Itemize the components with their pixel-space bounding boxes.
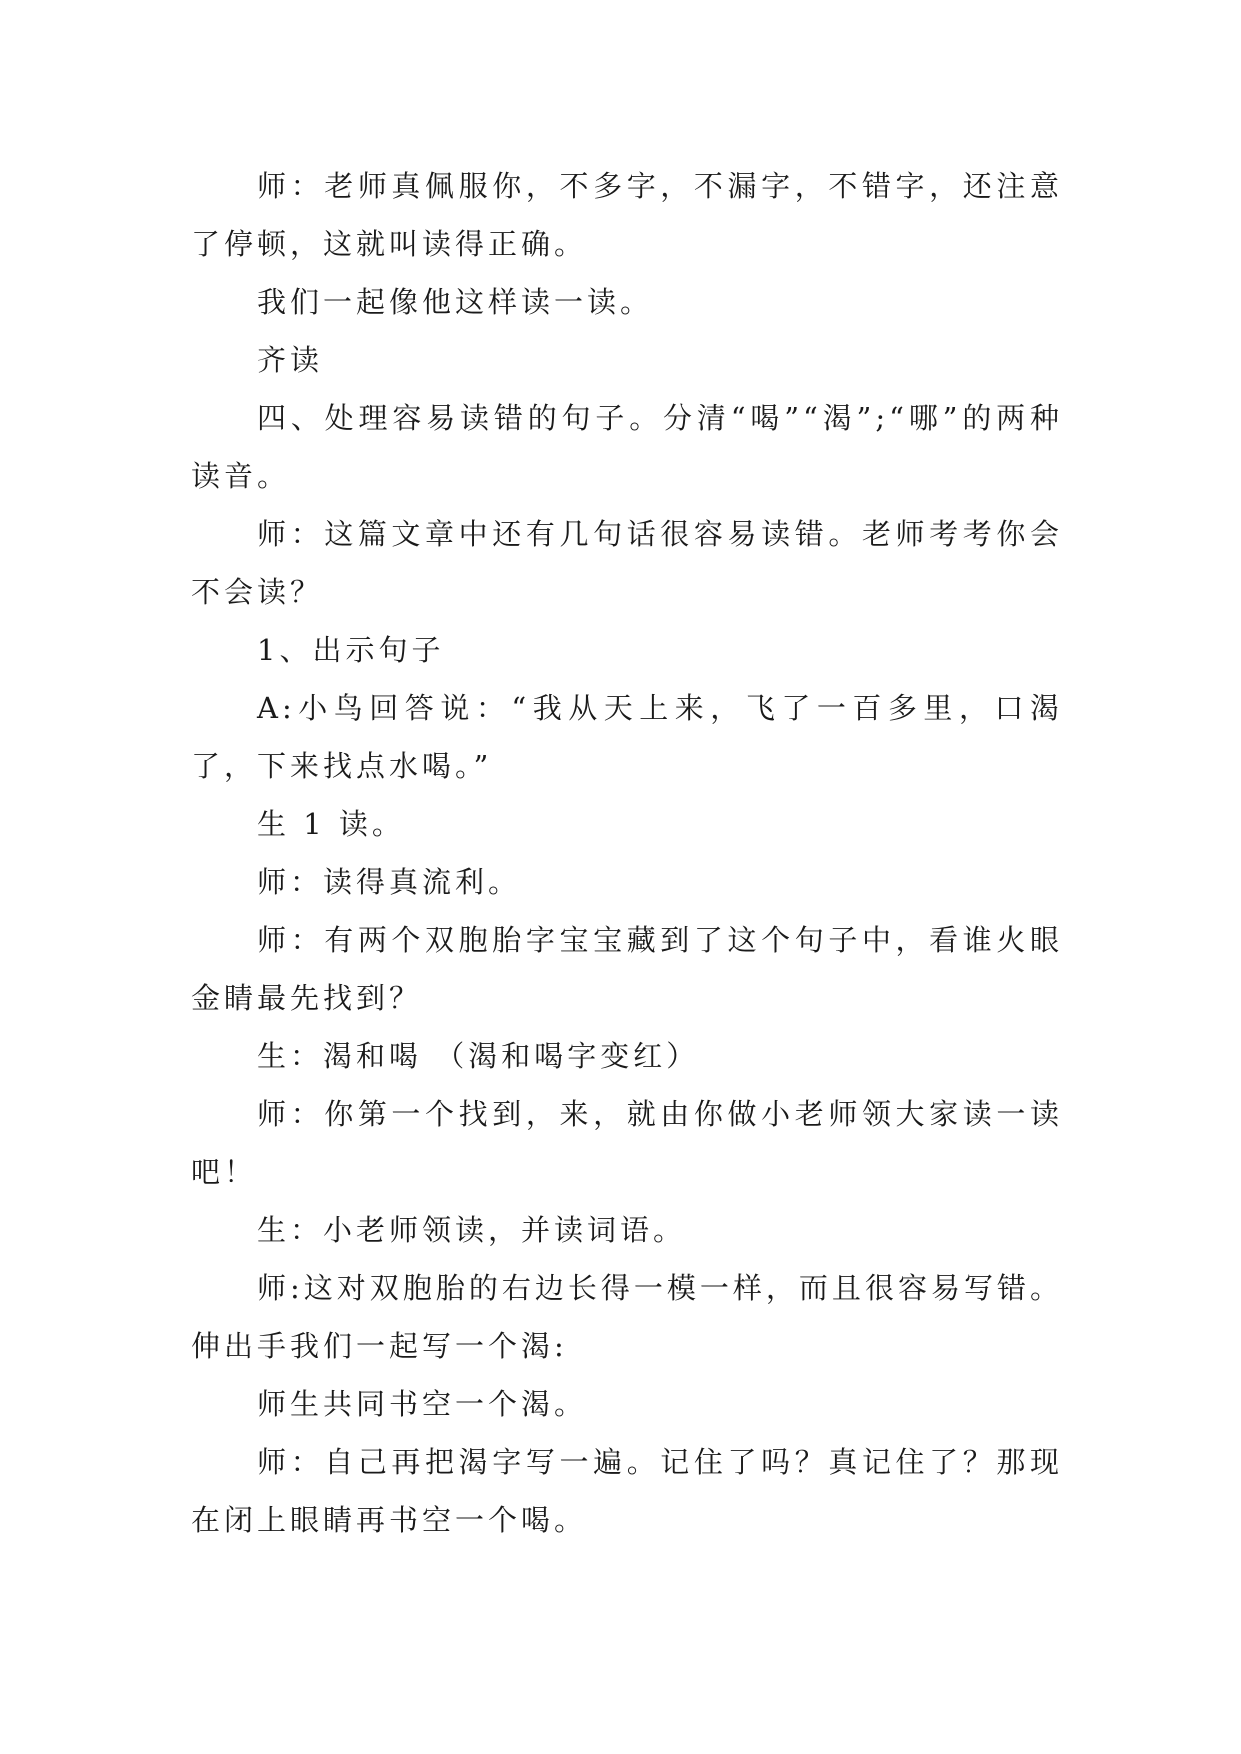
paragraph: 生 1 读。: [257, 807, 405, 841]
paragraph: 师：老师真佩服你，不多字，不漏字，不错字，还注意了停顿，这就叫读得正确。: [191, 169, 1063, 261]
paragraph: 师：读得真流利。: [257, 865, 522, 899]
document-body: [191, 157, 1063, 1549]
paragraph: 师：自己再把渴字写一遍。记住了吗？真记住了？那现在闭上眼睛再书空一个喝。: [191, 1445, 1063, 1537]
paragraph: 四、处理容易读错的句子。分清“喝”“渴”;“哪”的两种读音。: [191, 401, 1063, 493]
paragraph: A:小鸟回答说：“我从天上来，飞了一百多里，口渴了，下来找点水喝。”: [191, 691, 1063, 783]
paragraph: 师：有两个双胞胎字宝宝藏到了这个句子中，看谁火眼金睛最先找到？: [191, 923, 1063, 1015]
paragraph: 生：渴和喝 （渴和喝字变红）: [257, 1039, 700, 1073]
paragraph: 师生共同书空一个渴。: [257, 1387, 588, 1421]
paragraph: 齐读: [257, 343, 324, 377]
paragraph: 师：你第一个找到，来，就由你做小老师领大家读一读吧！: [191, 1097, 1063, 1189]
paragraph: 1、出示句子: [257, 633, 445, 667]
paragraph: 我们一起像他这样读一读。: [257, 285, 654, 319]
paragraph: 生：小老师领读，并读词语。: [257, 1213, 687, 1247]
paragraph: 师:这对双胞胎的右边长得一模一样，而且很容易写错。伸出手我们一起写一个渴:: [191, 1271, 1063, 1363]
paragraph: 师：这篇文章中还有几句话很容易读错。老师考考你会不会读？: [191, 517, 1063, 609]
